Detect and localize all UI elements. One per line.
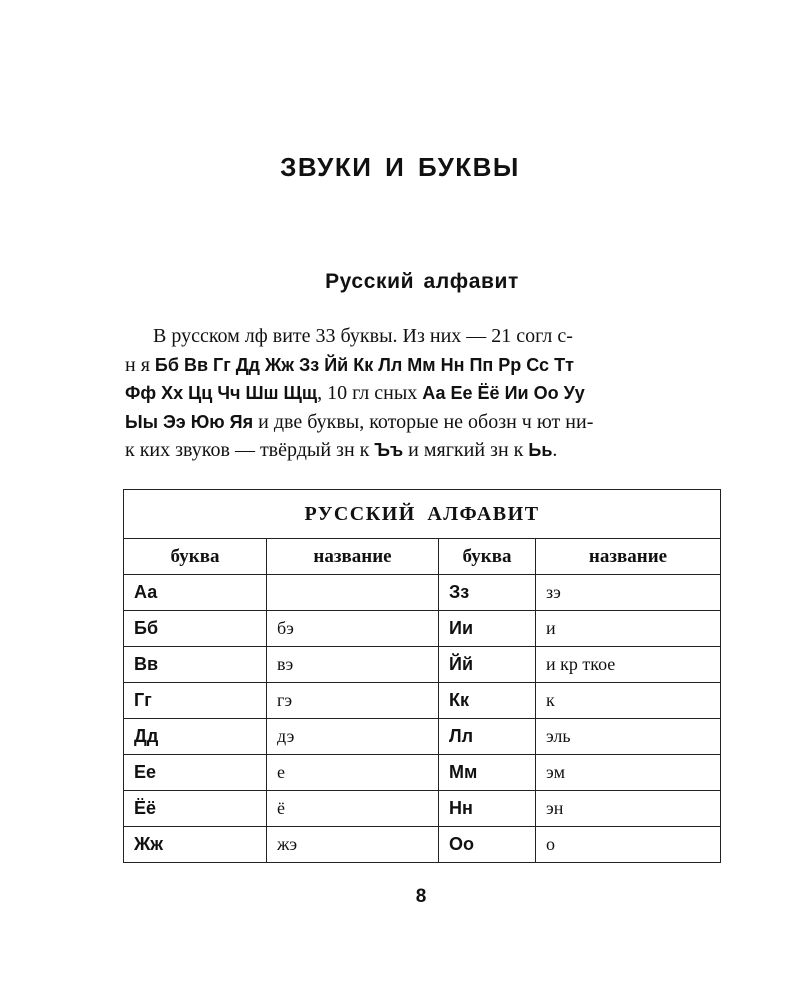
intro-line-4 — [125, 408, 725, 437]
letter-name-cell: дэ — [267, 719, 439, 755]
intro-text: В русском лф вите 33 буквы. Из них — 21 согл с- — [153, 325, 573, 347]
intro-line-5 — [125, 436, 725, 465]
intro-text: к ких звуков — твёрдый зн к — [125, 439, 375, 461]
table-title: РУССКИЙ АЛФАВИТ — [124, 490, 721, 539]
column-header-name: название — [536, 539, 721, 575]
soft-sign-letter: Ьь — [528, 440, 553, 460]
letter-cell: Бб — [124, 611, 267, 647]
letter-name-cell: е — [267, 755, 439, 791]
table-row — [124, 755, 721, 791]
letter-name-cell: эль — [536, 719, 721, 755]
consonant-letters: Бб Вв Гг Дд Жж Зз Йй Кк Лл Мм Нн Пп Рр Сс Тт — [154, 354, 574, 375]
table-row — [124, 683, 721, 719]
section-heading: Русский алфавит — [325, 270, 519, 293]
letter-name-cell: эм — [536, 755, 721, 791]
letter-cell: Дд — [124, 719, 267, 755]
table-header-row — [124, 539, 721, 575]
hard-sign-letter: Ъъ — [374, 440, 404, 460]
table-title-row — [124, 490, 721, 539]
letter-cell: Аа — [124, 575, 267, 611]
intro-line-3 — [125, 379, 725, 408]
letter-name-cell: к — [536, 683, 721, 719]
table-row — [124, 719, 721, 755]
column-header-letter: буква — [124, 539, 267, 575]
table-row — [124, 611, 721, 647]
letter-name-cell: и — [536, 611, 721, 647]
intro-text: н я — [125, 353, 155, 376]
chapter-heading: ЗВУКИ И БУКВЫ — [280, 152, 520, 182]
intro-paragraph — [125, 322, 725, 465]
letter-cell: Лл — [439, 719, 536, 755]
letter-name-cell: бэ — [267, 611, 439, 647]
intro-line-1 — [125, 322, 725, 351]
letter-name-cell: эн — [536, 791, 721, 827]
letter-name-cell: вэ — [267, 647, 439, 683]
letter-cell: Ее — [124, 755, 267, 791]
table-row — [124, 827, 721, 863]
table-row — [124, 647, 721, 683]
page-number: 8 — [415, 886, 427, 907]
letter-name-cell — [267, 575, 439, 611]
letter-cell: Мм — [439, 755, 536, 791]
intro-text: и мягкий зн к — [403, 439, 529, 461]
letter-cell: Нн — [439, 791, 536, 827]
letter-cell: Кк — [439, 683, 536, 719]
vowel-letters: Аа Ее Ёё Ии Оо Уу — [422, 383, 585, 403]
alphabet-table — [123, 489, 721, 863]
letter-name-cell: ё — [267, 791, 439, 827]
intro-text: , 10 гл сных — [317, 382, 423, 404]
letter-cell: Ии — [439, 611, 536, 647]
letter-name-cell: о — [536, 827, 721, 863]
letter-name-cell: и кр ткое — [536, 647, 721, 683]
consonant-letters: Фф Хх Цц Чч Шш Щщ — [125, 383, 318, 403]
letter-name-cell: жэ — [267, 827, 439, 863]
letter-cell: Гг — [124, 683, 267, 719]
letter-cell: Жж — [124, 827, 267, 863]
letter-name-cell: зэ — [536, 575, 721, 611]
intro-line-2 — [125, 351, 725, 380]
letter-cell: Вв — [124, 647, 267, 683]
letter-cell: Йй — [439, 647, 536, 683]
column-header-name: название — [267, 539, 439, 575]
letter-name-cell: гэ — [267, 683, 439, 719]
table-row — [124, 791, 721, 827]
intro-text: и две буквы, которые не обозн ч ют ни- — [253, 410, 594, 433]
letter-cell: Ёё — [124, 791, 267, 827]
vowel-letters: Ыы Ээ Юю Яя — [125, 411, 254, 432]
letter-cell: Оо — [439, 827, 536, 863]
letter-cell: Зз — [439, 575, 536, 611]
column-header-letter: буква — [439, 539, 536, 575]
table-row — [124, 575, 721, 611]
intro-text: . — [552, 439, 558, 461]
